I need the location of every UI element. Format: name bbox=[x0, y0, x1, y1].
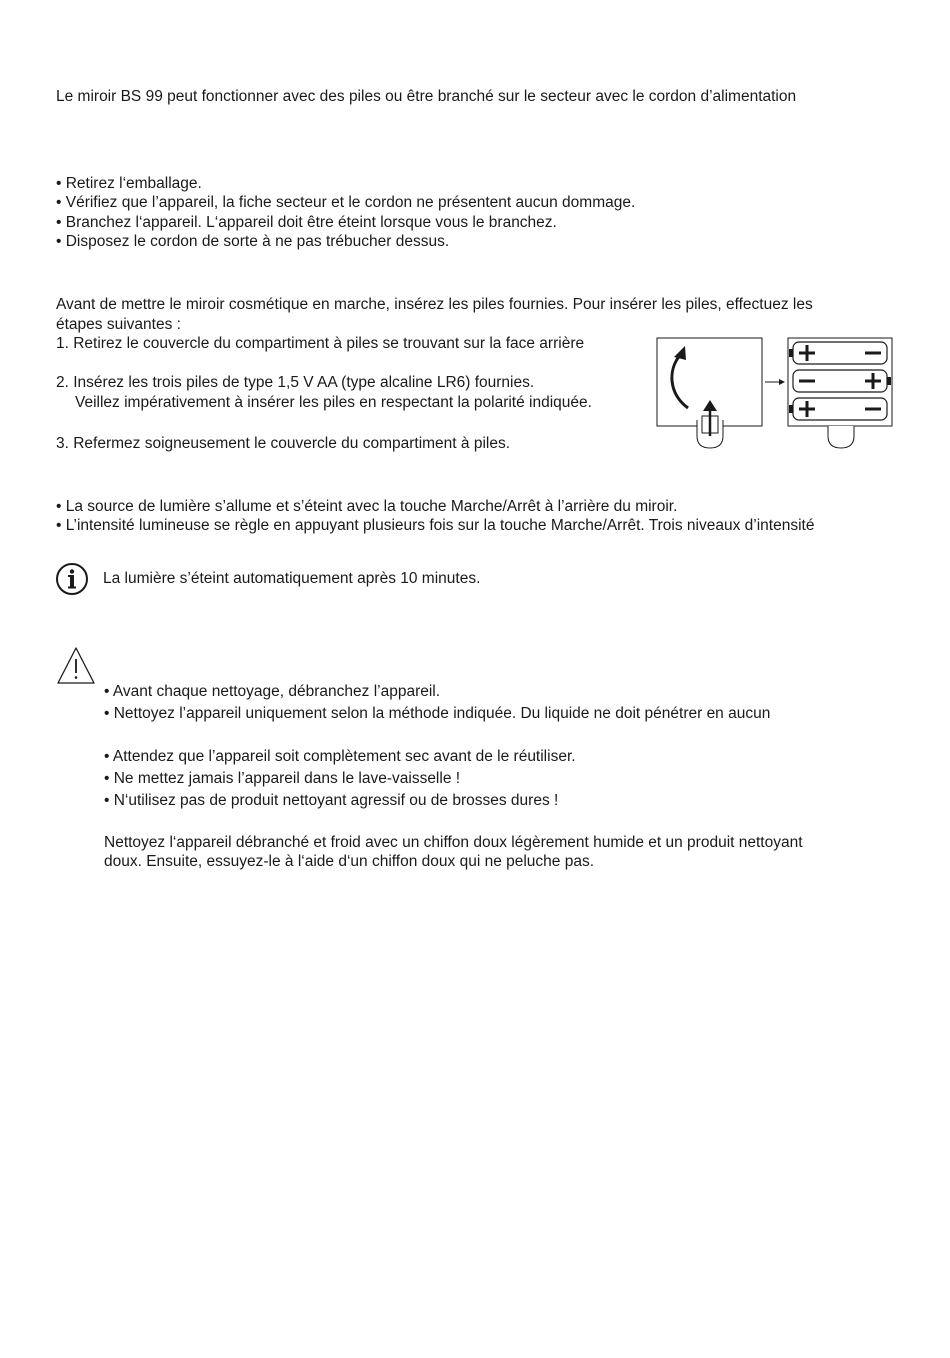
setup-item: • Retirez l‘emballage. bbox=[56, 175, 202, 192]
intro-text: Le miroir BS 99 peut fonctionner avec des piles ou être branché sur le secteur avec le cordon d’alimentation bbox=[56, 88, 797, 105]
cleaning-item: • Ne mettez jamais l’appareil dans le lave-vaisselle ! bbox=[104, 770, 461, 787]
batteries-step3: 3. Refermez soigneusement le couvercle du compartiment à piles. bbox=[56, 435, 511, 452]
batteries-intro-line1: Avant de mettre le miroir cosmétique en marche, insérez les piles fournies. Pour insérer les piles, effectuez les bbox=[56, 296, 813, 313]
batteries-intro-line2: étapes suivantes : bbox=[56, 316, 181, 333]
cleaning-item: • Avant chaque nettoyage, débranchez l’appareil. bbox=[104, 683, 441, 700]
battery-compartment-diagram bbox=[655, 336, 895, 452]
operation-item: • La source de lumière s’allume et s’éteint avec la touche Marche/Arrêt à l’arrière du miroir. bbox=[56, 498, 678, 515]
cleaning-item: • Nettoyez l’appareil uniquement selon la méthode indiquée. Du liquide ne doit pénétrer en aucun bbox=[104, 705, 771, 722]
setup-item: • Disposez le cordon de sorte à ne pas trébucher dessus. bbox=[56, 233, 450, 250]
info-note: La lumière s’éteint automatiquement après 10 minutes. bbox=[103, 570, 481, 587]
setup-item: • Vérifiez que l’appareil, la fiche secteur et le cordon ne présentent aucun dommage. bbox=[56, 194, 636, 211]
cleaning-item: • Attendez que l’appareil soit complètement sec avant de le réutiliser. bbox=[104, 748, 576, 765]
warning-triangle-icon bbox=[56, 646, 96, 686]
info-icon bbox=[55, 562, 89, 596]
batteries-step1: 1. Retirez le couvercle du compartiment à piles se trouvant sur la face arrière bbox=[56, 335, 585, 352]
cleaning-paragraph-line1: Nettoyez l‘appareil débranché et froid avec un chiffon doux légèrement humide et un produit nettoyant bbox=[104, 834, 803, 851]
cleaning-item: • N‘utilisez pas de produit nettoyant agressif ou de brosses dures ! bbox=[104, 792, 559, 809]
cleaning-paragraph-line2: doux. Ensuite, essuyez-le à l‘aide d‘un chiffon doux qui ne peluche pas. bbox=[104, 853, 595, 870]
setup-item: • Branchez l‘appareil. L‘appareil doit être éteint lorsque vous le branchez. bbox=[56, 214, 557, 231]
batteries-step2-line2: Veillez impérativement à insérer les piles en respectant la polarité indiquée. bbox=[75, 394, 592, 411]
operation-item: • L’intensité lumineuse se règle en appuyant plusieurs fois sur la touche Marche/Arrêt. Trois niveaux d’intensité bbox=[56, 517, 815, 534]
batteries-step2-line1: 2. Insérez les trois piles de type 1,5 V AA (type alcaline LR6) fournies. bbox=[56, 374, 535, 391]
